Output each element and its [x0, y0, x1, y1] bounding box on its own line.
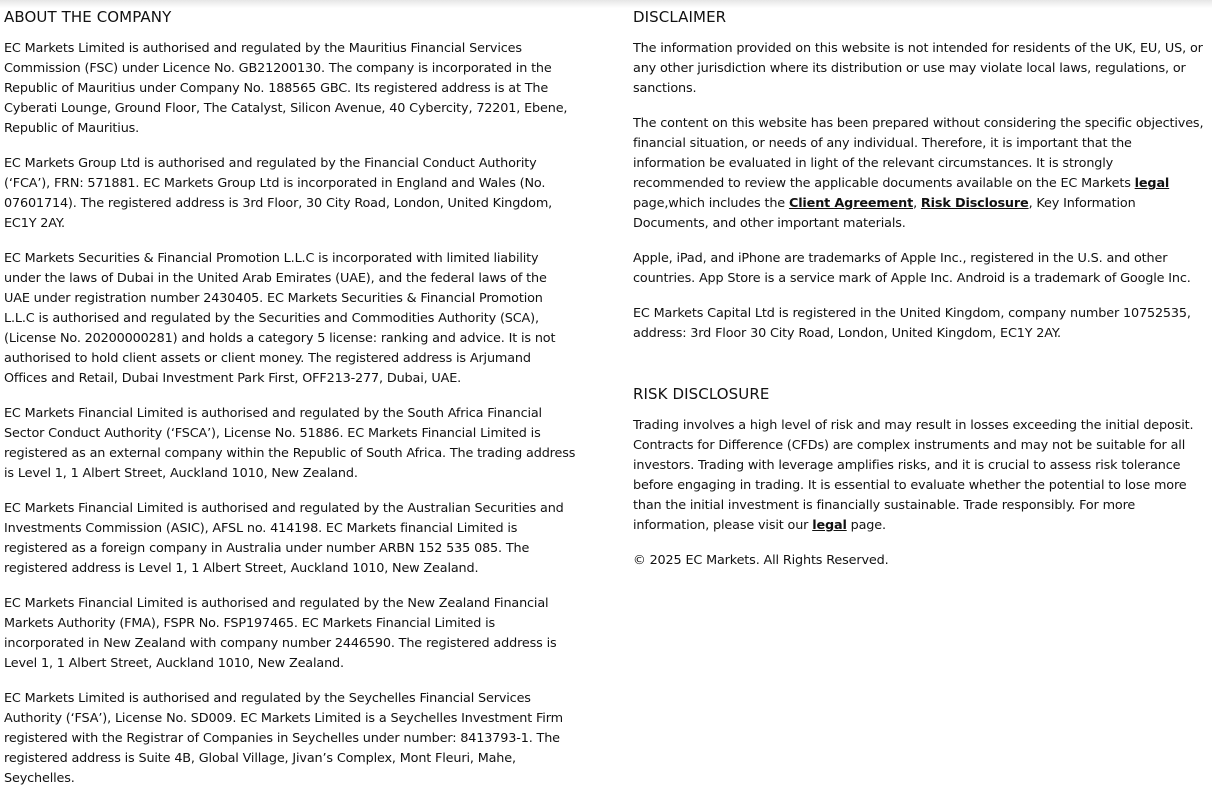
- risk-legal-link[interactable]: legal: [812, 518, 847, 533]
- about-paragraph-mauritius: EC Markets Limited is authorised and regulated by the Mauritius Financial Services Commission (FSC) under Licence No. GB21200130. The company is incorporated in the Republic of Mauritius under Company No. 188565 GBC. Its registered address is at The Cyberati Lounge, Ground Floor, The Catalyst, Silicon Avenue, 40 Cybercity, 72201, Ebene, Republic of Mauritius.: [4, 41, 568, 136]
- disclaimer-section: [633, 0, 1207, 586]
- about-paragraph-new-zealand: EC Markets Financial Limited is authorised and regulated by the New Zealand Financial Markets Authority (FMA), FSPR No. FSP197465. EC Markets Financial Limited is incorporated in New Zealand with company number 2446590. The registered address is Level 1, 1 Albert Street, Auckland 1010, New Zealand.: [4, 596, 557, 671]
- about-paragraph-uae: EC Markets Securities & Financial Promotion L.L.C is incorporated with limited liability under the laws of Dubai in the United Arab Emirates (UAE), and the federal laws of the UAE under registration number 2430405. EC Markets Securities & Financial Promotion L.L.C is authorised and regulated by the Securities and Commodities Authority (SCA), (License No. 20200000281) and holds a category 5 license: ranking and advice. It is not authorised to hold client assets or client money. The registered address is Arjumand Offices and Retail, Dubai Investment Park First, OFF213-277, Dubai, UAE.: [4, 251, 556, 386]
- about-paragraph-seychelles: EC Markets Limited is authorised and regulated by the Seychelles Financial Services Authority (‘FSA’), License No. SD009. EC Markets Limited is a Seychelles Investment Firm registered with the Registrar of Companies in Seychelles under number: 8413793-1. The registered address is Suite 4B, Global Village, Jivan’s Complex, Mont Fleuri, Mahe, Seychelles.: [4, 691, 563, 786]
- risk-text-part: Trading involves a high level of risk and may result in losses exceeding the initial deposit. Contracts for Difference (CFDs) are complex instruments and may not be suitable for all investors. Trading with leverage amplifies risks, and it is crucial to assess risk tolerance before engaging in trading. It is essential to evaluate whether the potential to lose more than the initial investment is financially sustainable. Trade responsibly. For more information, please visit our: [633, 418, 1194, 533]
- disclaimer-title: DISCLAIMER: [633, 8, 727, 26]
- client-agreement-link[interactable]: Client Agreement: [788, 196, 914, 211]
- disclaimer-text-part: , Key Information Documents, and other important materials.: [633, 196, 1136, 231]
- disclaimer-capital-text: EC Markets Capital Ltd is registered in the United Kingdom, company number 10752535, address: 3rd Floor 30 City Road, London, United Kingdom, EC1Y 2AY.: [633, 306, 1191, 341]
- risk-disclosure-title: RISK DISCLOSURE: [633, 385, 770, 403]
- risk-disclosure-link[interactable]: Risk Disclosure: [920, 196, 1029, 211]
- about-paragraph-south-africa: EC Markets Financial Limited is authorised and regulated by the South Africa Financial Sector Conduct Authority (‘FSCA’), License No. 51886. EC Markets Financial Limited is registered as an external company within the Republic of South Africa. The trading address is Level 1, 1 Albert Street, Auckland 1010, New Zealand.: [4, 406, 576, 481]
- disclaimer-content-text: [633, 114, 1207, 234]
- disclaimer-text-part: page,which includes the: [633, 196, 789, 211]
- disclaimer-jurisdiction-text: The information provided on this website is not intended for residents of the UK, EU, US, or any other jurisdiction where its distribution or use may violate local laws, regulations, or sanctions.: [633, 41, 1203, 96]
- legal-link[interactable]: legal: [1134, 176, 1170, 191]
- disclaimer-trademarks-text: Apple, iPad, and iPhone are trademarks of Apple Inc., registered in the U.S. and other countries. App Store is a service mark of Apple Inc. Android is a trademark of Google Inc.: [633, 251, 1191, 286]
- about-title: ABOUT THE COMPANY: [4, 8, 172, 26]
- about-section: [4, 0, 576, 804]
- about-paragraph-australia: EC Markets Financial Limited is authorised and regulated by the Australian Securities and Investments Commission (ASIC), AFSL no. 414198. EC Markets financial Limited is registered as a foreign company in Australia under number ARBN 152 535 085. The registered address is Level 1, 1 Albert Street, Auckland 1010, New Zealand.: [4, 501, 564, 576]
- disclaimer-text-separator: ,: [913, 196, 921, 211]
- about-paragraph-uk: EC Markets Group Ltd is authorised and regulated by the Financial Conduct Authority (‘FCA’), FRN: 571881. EC Markets Group Ltd is incorporated in England and Wales (No. 07601714). The registered address is 3rd Floor, 30 City Road, London, United Kingdom, EC1Y 2AY.: [4, 156, 553, 231]
- risk-disclosure-text: [633, 416, 1207, 536]
- risk-text-part: page.: [846, 518, 886, 533]
- disclaimer-text-part: The content on this website has been prepared without considering the specific objectives, financial situation, or needs of any individual. Therefore, it is important that the information be evaluated in light of the relevant circumstances. It is strongly recommended to review the applicable documents available on the EC Markets: [633, 116, 1204, 191]
- copyright-text: © 2025 EC Markets. All Rights Reserved.: [633, 553, 889, 568]
